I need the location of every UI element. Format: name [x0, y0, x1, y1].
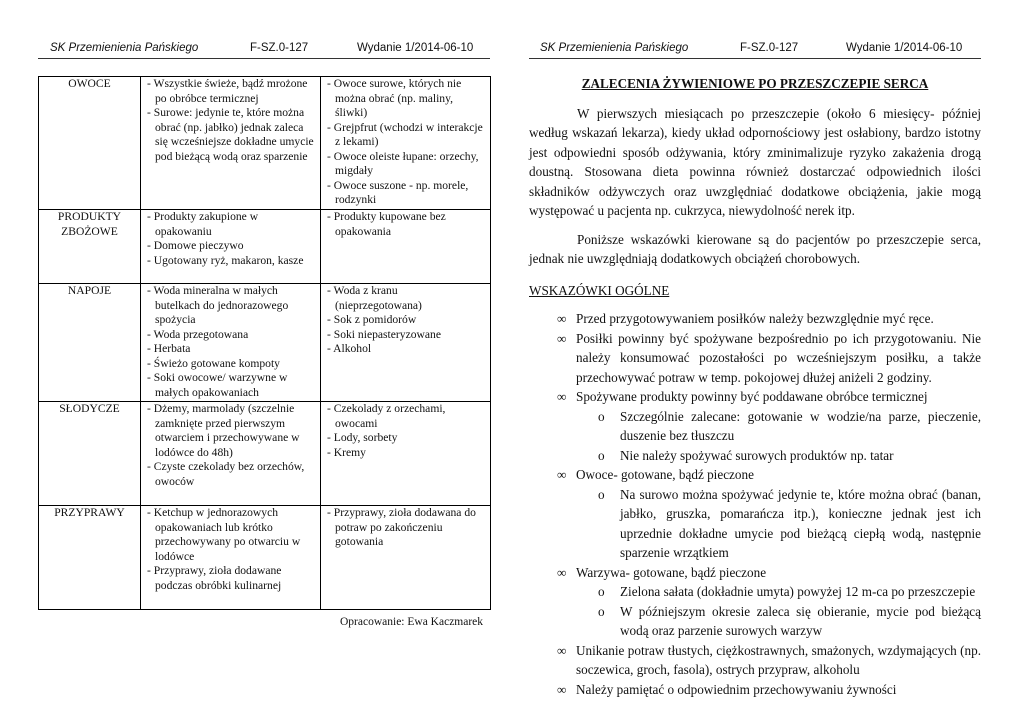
allowed-cell [141, 506, 321, 610]
forbidden-item: - Soki niepasteryzowane [327, 327, 441, 341]
allowed-item: - Wszystkie świeże, bądź mrożone po obróbce termicznej [147, 77, 308, 105]
forbidden-cell [321, 77, 491, 210]
header-code-left: F-SZ.0-127 [250, 42, 309, 54]
guideline-item [529, 641, 981, 680]
table-row [39, 77, 491, 210]
allowed-cell [141, 284, 321, 402]
sub-text: Na surowo można spożywać jedynie te, które można obrać (banan, jabłko, gruszka, pomarańcza itp.), konieczne jednak jest ich uprzednie dokładne umycie pod bieżącą ciepłą wodą, następnie sparzenie wrzątkiem [620, 486, 981, 560]
forbidden-item: - Owoce suszone - np. morele, rodzynki [327, 178, 469, 206]
category-cell: NAPOJE [39, 284, 141, 402]
forbidden-item: - Przyprawy, zioła dodawana do potraw po zakończeniu gotowania [327, 506, 476, 548]
header-edition-right: Wydanie 1/2014-06-10 [846, 42, 963, 54]
guideline-item [529, 387, 981, 465]
forbidden-item: - Czekolady z orzechami, owocami [327, 402, 446, 430]
guideline-text: Spożywane produkty powinny być poddawane obróbce termicznej [576, 389, 928, 404]
sub-marker: o [598, 486, 605, 502]
header-code-right: F-SZ.0-127 [740, 42, 799, 54]
header-rule-right [529, 58, 981, 59]
sub-item [576, 582, 981, 602]
bullet-marker: ∞ [557, 330, 567, 346]
sub-item [576, 407, 981, 446]
guideline-item [529, 309, 981, 329]
header-rule-left [38, 58, 490, 59]
sub-list [576, 485, 981, 563]
forbidden-item: - Kremy [327, 445, 366, 459]
allowed-item: - Ugotowany ryż, makaron, kasze [147, 253, 304, 267]
forbidden-item: - Woda z kranu (nieprzegotowana) [327, 284, 422, 312]
forbidden-item: - Produkty kupowane bez opakowania [327, 210, 446, 238]
guideline-text: Owoce- gotowane, bądź pieczone [576, 467, 754, 482]
forbidden-item: - Grejpfrut (wchodzi w interakcje z lekami) [327, 120, 483, 148]
forbidden-item: - Owoce surowe, których nie można obrać (np. maliny, śliwki) [327, 77, 462, 119]
allowed-item: - Przyprawy, zioła dodawane podczas obróbki kulinarnej [147, 564, 282, 592]
allowed-item: - Czyste czekolady bez orzechów, owoców [147, 460, 305, 488]
allowed-item: - Woda mineralna w małych butelkach do jednorazowego spożycia [147, 284, 289, 326]
allowed-item: - Dżemy, marmolady (szczelnie zamknięte przed pierwszym otwarciem i przechowywane w lodówce do 48h) [147, 402, 300, 459]
guideline-item [529, 680, 981, 700]
allowed-item: - Świeżo gotowane kompoty [147, 356, 280, 370]
guideline-item [529, 465, 981, 563]
diet-table [38, 76, 491, 610]
guideline-text: Warzywa- gotowane, bądź pieczone [576, 564, 767, 580]
bullet-marker: ∞ [557, 681, 567, 697]
allowed-cell [141, 402, 321, 506]
allowed-item: - Woda przegotowana [147, 327, 249, 341]
guideline-text: Przed przygotowywaniem posiłków należy bezwzględnie myć ręce. [576, 311, 934, 326]
sub-list [576, 582, 981, 641]
section-heading: WSKAZÓWKI OGÓLNE [529, 282, 670, 298]
forbidden-cell [321, 506, 491, 610]
category-cell: SŁODYCZE [39, 402, 141, 506]
header-org-right: SK Przemienienia Pańskiego [540, 42, 689, 54]
allowed-item: - Herbata [147, 342, 191, 355]
sub-item [576, 485, 981, 563]
sub-text: Nie należy spożywać surowych produktów np. tatar [620, 447, 894, 463]
sub-marker: o [598, 584, 605, 599]
sub-marker: o [598, 408, 605, 424]
forbidden-item: - Alkohol [327, 342, 372, 355]
bullet-marker: ∞ [557, 311, 567, 326]
header-edition-left: Wydanie 1/2014-06-10 [357, 42, 474, 54]
intro-paragraph-1: W pierwszych miesiącach po przeszczepie (około 6 miesięcy- później według wskazań lekarza), kiedy układ odpornościowy jest osłabiony, bardzo istotny jest odpowiedni sposób odżywania, który zminimalizuje ryzyko zakażenia drogą doustną. Stosowana dieta powinna również dostarczać odpowiednich ilości składników odżywczych oraz uwzględniać dodatkowe obciążenia, jakie mogą występować u pacjenta np. cukrzyca, niewydolność nerek itp. [529, 105, 981, 218]
guideline-text: Posiłki powinny być spożywane bezpośrednio po ich przygotowaniu. Nie należy konsumować pozostałości po wcześniejszym posiłku, a także przechowywać potraw w temp. pokojowej dłużej aniżeli 2 godziny. [576, 330, 981, 385]
allowed-item: - Surowe: jedynie te, które można obrać (np. jabłko) jednak zaleca się wcześniejsze dokładne umycie pod bieżącą wodą oraz sparzenie [147, 106, 314, 163]
page-title: ZALECENIA ŻYWIENIOWE PO PRZESZCZEPIE SERCA [581, 76, 929, 91]
forbidden-item: - Owoce oleiste łupane: orzechy, migdały [327, 149, 479, 177]
table-row [39, 210, 491, 284]
guideline-text: Unikanie potraw tłustych, ciężkostrawnych, smażonych, wzdymających (np. soczewica, groch, fasola), ostrych przypraw, alkoholu [576, 642, 981, 677]
recommendations [529, 74, 981, 699]
forbidden-cell [321, 402, 491, 506]
sub-text: Szczególnie zalecane: gotowanie w wodzie/na parze, pieczenie, duszenie bez tłuszczu [620, 408, 981, 443]
guideline-item [529, 563, 981, 641]
bullet-marker: ∞ [557, 467, 567, 482]
table-row [39, 284, 491, 402]
bullet-marker: ∞ [557, 642, 567, 658]
guideline-text: Należy pamiętać o odpowiednim przechowywaniu żywności [576, 681, 897, 697]
guidelines-list [529, 309, 981, 699]
table-row [39, 402, 491, 506]
table-row [39, 506, 491, 610]
sub-marker: o [598, 447, 605, 463]
guideline-item [529, 329, 981, 388]
sub-text: Zielona sałata (dokładnie umyta) powyżej 12 m-ca po przeszczepie [620, 584, 976, 599]
bullet-marker: ∞ [557, 564, 567, 580]
allowed-item: - Produkty zakupione w opakowaniu [147, 210, 259, 238]
category-cell: OWOCE [39, 77, 141, 210]
credit: Opracowanie: Ewa Kaczmarek [340, 616, 484, 628]
allowed-item: - Soki owocowe/ warzywne w małych opakowaniach [147, 371, 288, 399]
sub-list [576, 407, 981, 466]
forbidden-cell [321, 210, 491, 284]
forbidden-item: - Lody, sorbety [327, 431, 398, 444]
category-cell: PRZYPRAWY [39, 506, 141, 610]
allowed-item: - Domowe pieczywo [147, 239, 244, 252]
forbidden-item: - Sok z pomidorów [327, 313, 417, 326]
intro-paragraph-2: Poniższe wskazówki kierowane są do pacjentów po przeszczepie serca, jednak nie uwzględniają dodatkowych obciążeń chorobowych. [529, 231, 981, 266]
sub-marker: o [598, 603, 605, 619]
sub-item [576, 602, 981, 641]
allowed-item: - Ketchup w jednorazowych opakowaniach lub krótko przechowywany po otwarciu w lodówce [147, 506, 301, 563]
header-org-left: SK Przemienienia Pańskiego [50, 42, 199, 54]
allowed-cell [141, 77, 321, 210]
allowed-cell [141, 210, 321, 284]
forbidden-cell [321, 284, 491, 402]
sub-item [576, 446, 981, 466]
sub-text: W późniejszym okresie zaleca się obieranie, mycie pod bieżącą wodą oraz parzenie surowych warzyw [620, 603, 981, 638]
bullet-marker: ∞ [557, 389, 567, 404]
category-cell: PRODUKTY ZBOŻOWE [39, 210, 141, 284]
